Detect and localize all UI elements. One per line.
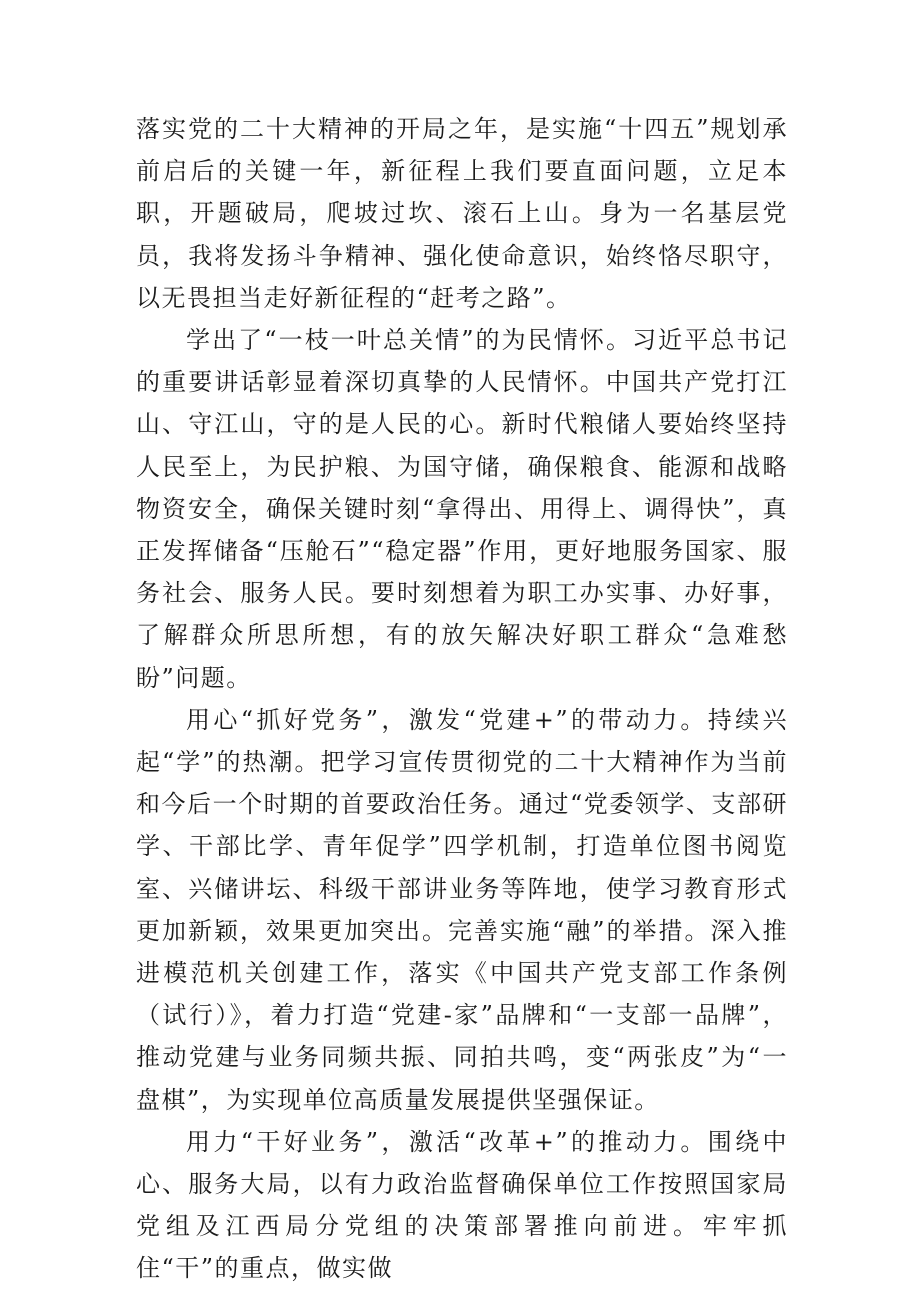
document-body xyxy=(136,108,788,1290)
paragraph-1: 落实党的二十大精神的开局之年，是实施“十四五”规划承前启后的关键一年，新征程上我们要直面问题，立足本职，开题破局，爬坡过坎、滚石上山。身为一名基层党员，我将发扬斗争精神、强化使命意识，始终恪尽职守，以无畏担当走好新征程的“赶考之路”。 xyxy=(136,115,788,312)
paragraph-4: 用力“干好业务”，激活“改革+”的推动力。围绕中心、服务大局，以有力政治监督确保单位工作按照国家局党组及江西局分党组的决策部署推向前进。牢牢抓住“干”的重点，做实做 xyxy=(136,1127,788,1283)
paragraph-3: 用心“抓好党务”，激发“党建+”的带动力。持续兴起“学”的热潮。把学习宣传贯彻党的二十大精神作为当前和今后一个时期的首要政治任务。通过“党委领学、支部研学、干部比学、青年促学”四学机制，打造单位图书阅览室、兴储讲坛、科级干部讲业务等阵地，使学习教育形式更加新颖，效果更加突出。完善实施“融”的举措。深入推进模范机关创建工作，落实《中国共产党支部工作条例（试行）》，着力打造“党建-家”品牌和“一支部一品牌”，推动党建与业务同频共振、同拍共鸣，变“两张皮”为“一盘棋”，为实现单位高质量发展提供坚强保证。 xyxy=(136,705,788,1114)
paragraph-2: 学出了“一枝一叶总关情”的为民情怀。习近平总书记的重要讲话彰显着深切真挚的人民情怀。中国共产党打江山、守江山，守的是人民的心。新时代粮储人要始终坚持人民至上，为民护粮、为国守储，确保粮食、能源和战略物资安全，确保关键时刻“拿得出、用得上、调得快”，真正发挥储备“压舱石”“稳定器”作用，更好地服务国家、服务社会、服务人民。要时刻想着为职工办实事、办好事，了解群众所思所想，有的放矢解决好职工群众“急难愁盼”问题。 xyxy=(136,326,788,692)
